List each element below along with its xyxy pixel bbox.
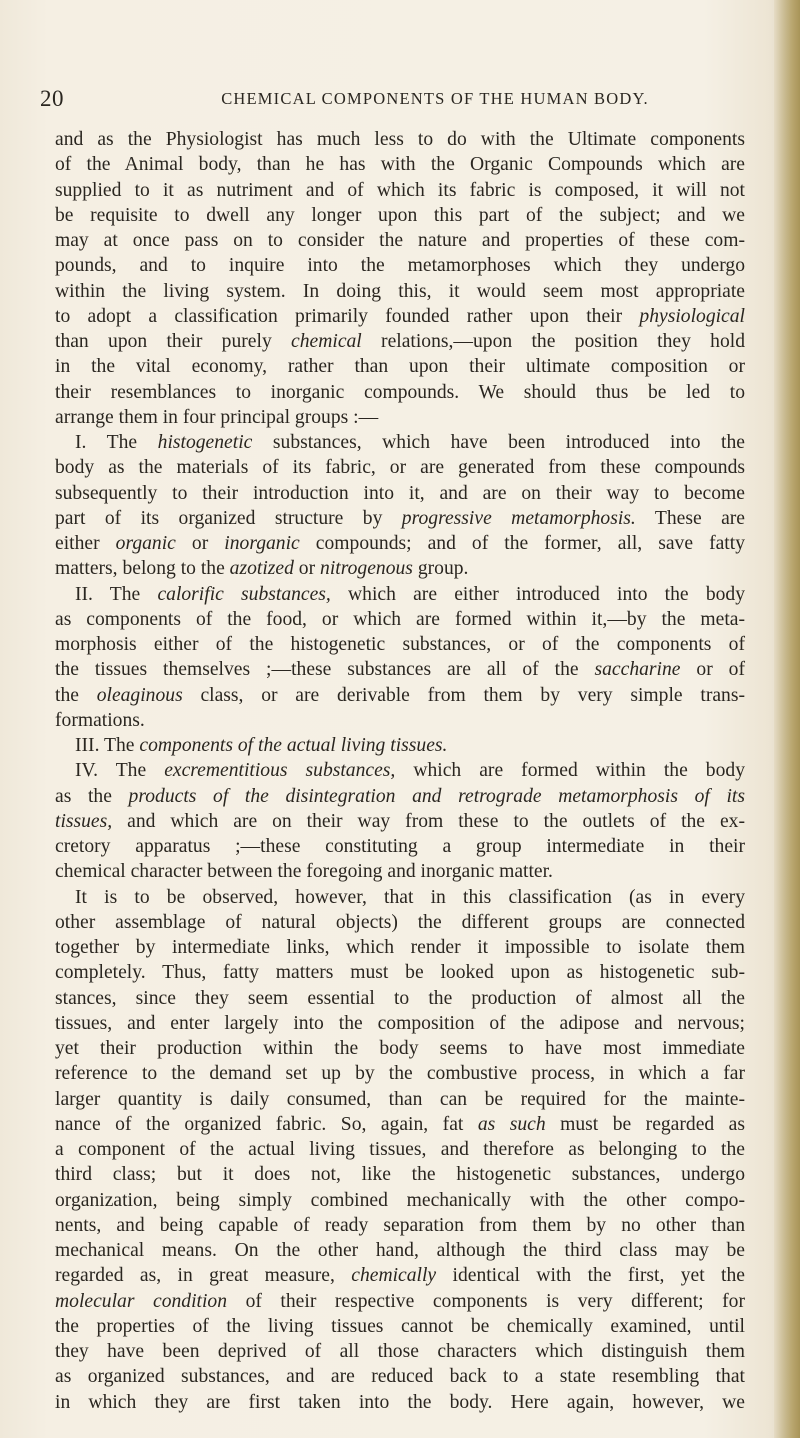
text-line (55, 582, 745, 607)
running-title: CHEMICAL COMPONENTS OF THE HUMAN BODY. (221, 89, 649, 108)
page-binding-edge (774, 0, 800, 1438)
text-line (55, 1364, 745, 1389)
text-line (55, 1162, 745, 1187)
text-run: It is to be observed, however, that in this classification (as in every (75, 886, 745, 908)
text-run: class, or are derivable from them by very simple trans- (182, 684, 745, 706)
text-line (55, 1011, 745, 1036)
text-run: group. (412, 558, 469, 580)
text-line (55, 1112, 745, 1137)
text-line (55, 910, 745, 935)
text-run: chemical character between the foregoing and inorganic matter. (55, 861, 553, 883)
text-line (55, 784, 745, 809)
text-run: II. The (75, 583, 158, 605)
text-run: their resemblances to inorganic compounds. We should thus be led to (55, 381, 745, 403)
text-run: of the Animal body, than he has with the Organic Compounds which are (55, 154, 745, 176)
italic-run: azotized (229, 558, 294, 580)
text-line (55, 329, 745, 354)
text-line (55, 405, 745, 430)
text-line (55, 253, 745, 278)
italic-run: nitrogenous (320, 558, 413, 580)
text-run: part of its organized structure by (55, 507, 402, 529)
text-line (55, 1263, 745, 1288)
text-run: matters, belong to the (55, 558, 230, 580)
text-line (55, 632, 745, 657)
text-line (55, 455, 745, 480)
italic-run: physiological (639, 305, 745, 327)
text-line (55, 531, 745, 556)
text-line (55, 834, 745, 859)
text-line (55, 885, 745, 910)
text-run: substances, which have been introduced into the (252, 432, 745, 453)
text-line (55, 733, 745, 758)
text-run: supplied to it as nutriment and of which its fabric is composed, it will not (55, 179, 745, 201)
text-run: morphosis either of the histogenetic substances, or of the components of (55, 634, 745, 655)
italic-run: chemically (351, 1265, 437, 1287)
italic-run: products of the disintegration and retrograde metamorphosis of its (128, 785, 745, 807)
text-run: regarded as, in great measure, (55, 1265, 352, 1287)
text-run: stances, since they seem essential to the production of almost all the (55, 987, 745, 1009)
text-line (55, 758, 745, 783)
text-line (55, 1036, 745, 1061)
text-line (55, 1137, 745, 1162)
text-run: may at once pass on to consider the nature and properties of these com- (55, 230, 745, 251)
italic-run: calorific substances, (157, 583, 331, 605)
text-line (55, 127, 745, 152)
text-line (55, 809, 745, 834)
text-line (55, 430, 745, 455)
text-run: must be regarded as (545, 1113, 745, 1135)
text-run: III. The (75, 735, 140, 756)
text-line (55, 228, 745, 253)
text-run: as components of the food, or which are formed within it,—by the meta- (55, 608, 745, 630)
text-line (55, 152, 745, 177)
text-line (55, 1390, 745, 1415)
text-run: a component of the actual living tissues, and therefore as belonging to the (55, 1139, 745, 1160)
page-number: 20 (40, 86, 64, 111)
text-run: compounds; and of the former, all, save fatty (299, 533, 745, 554)
text-run: mechanical means. On the other hand, although the third class may be (55, 1240, 745, 1261)
text-run: third class; but it does not, like the histogenetic substances, undergo (55, 1164, 745, 1186)
italic-run: excrementitious substances, (164, 760, 396, 782)
text-run: yet their production within the body seems to have most immediate (55, 1038, 745, 1059)
text-line (55, 481, 745, 506)
text-run: either (55, 533, 116, 554)
text-run: than upon their purely (55, 331, 292, 352)
italic-run: oleaginous (96, 684, 183, 706)
text-line (55, 1061, 745, 1086)
italic-run: chemical (291, 331, 362, 352)
text-line (55, 708, 745, 733)
text-line (55, 1314, 745, 1339)
body-text (55, 127, 745, 1415)
text-run: IV. The (75, 760, 165, 782)
text-line (55, 1188, 745, 1213)
text-run: of their respective components is very different; for (227, 1290, 745, 1312)
text-run: or (293, 558, 321, 580)
text-line (55, 279, 745, 304)
text-run: as the (55, 785, 129, 807)
text-line (55, 1339, 745, 1364)
text-line (55, 354, 745, 379)
italic-run: progressive metamorphosis. (401, 507, 636, 529)
text-run: arrange them in four principal groups :— (55, 406, 379, 428)
text-run: or of (680, 659, 745, 681)
text-line (55, 960, 745, 985)
text-run: to adopt a classification primarily founded rather upon their (55, 305, 640, 327)
text-run: together by intermediate links, which render it impossible to isolate them (55, 937, 745, 958)
text-run: cretory apparatus ;—these constituting a group intermediate in their (55, 836, 745, 857)
text-run: pounds, and to inquire into the metamorphoses which they undergo (55, 255, 745, 277)
text-run: I. The (75, 432, 158, 453)
text-run: the tissues themselves ;—these substances are all of the (55, 659, 595, 681)
text-line (55, 1238, 745, 1263)
italic-run: molecular condition (55, 1290, 228, 1312)
text-run: nance of the organized fabric. So, again, fat (55, 1113, 478, 1135)
italic-run: as such (477, 1113, 546, 1135)
text-run: as organized substances, and are reduced back to a state resembling that (55, 1366, 745, 1388)
italic-run: organic (115, 533, 176, 554)
text-run: relations,—upon the position they hold (361, 331, 745, 352)
text-line (55, 607, 745, 632)
italic-run: components of the actual living tissues. (139, 735, 448, 756)
text-run: nents, and being capable of ready separation from them by no other than (55, 1214, 745, 1236)
text-line (55, 683, 745, 708)
text-run: the properties of the living tissues cannot be chemically examined, until (55, 1315, 745, 1337)
text-line (55, 935, 745, 960)
text-run: These are (635, 507, 745, 529)
running-head (40, 86, 760, 110)
italic-run: inorganic (224, 533, 300, 554)
text-run: which are either introduced into the body (330, 583, 746, 605)
text-line (55, 556, 745, 581)
italic-run: tissues, (55, 810, 113, 832)
text-line (55, 304, 745, 329)
text-line (55, 859, 745, 884)
text-line (55, 986, 745, 1011)
text-run: organization, being simply combined mechanically with the other compo- (55, 1189, 745, 1211)
text-run: identical with the first, yet the (436, 1265, 745, 1287)
text-run: within the living system. In doing this, it would seem most appropriate (55, 280, 745, 302)
text-run: completely. Thus, fatty matters must be looked upon as histogenetic sub- (55, 962, 745, 984)
text-run: formations. (55, 709, 145, 731)
italic-run: histogenetic (157, 432, 253, 453)
text-run: and as the Physiologist has much less to do with the Ultimate components (55, 129, 745, 150)
text-run: larger quantity is daily consumed, than can be required for the mainte- (55, 1088, 745, 1110)
text-run: which are formed within the body (395, 760, 745, 782)
text-line (55, 178, 745, 203)
text-run: body as the materials of its fabric, or are generated from these compounds (55, 457, 745, 479)
text-run: they have been deprived of all those characters which distinguish them (55, 1341, 745, 1362)
text-run: or (175, 533, 225, 554)
text-run: in which they are first taken into the body. Here again, however, we (55, 1391, 745, 1413)
text-line (55, 1289, 745, 1314)
text-run: reference to the demand set up by the combustive process, in which a far (55, 1063, 745, 1085)
text-run: tissues, and enter largely into the composition of the adipose and nervous; (55, 1012, 745, 1034)
text-run: the (55, 684, 97, 706)
text-line (55, 657, 745, 682)
text-run: be requisite to dwell any longer upon this part of the subject; and we (55, 204, 745, 226)
text-run: other assemblage of natural objects) the different groups are connected (55, 911, 745, 933)
text-run: subsequently to their introduction into it, and are on their way to become (55, 482, 745, 504)
text-line (55, 203, 745, 228)
text-line (55, 1087, 745, 1112)
text-line (55, 380, 745, 405)
text-run: in the vital economy, rather than upon their ultimate composition or (55, 356, 745, 378)
text-line (55, 1213, 745, 1238)
text-line (55, 506, 745, 531)
text-run: and which are on their way from these to the outlets of the ex- (112, 810, 745, 832)
italic-run: saccharine (594, 659, 681, 681)
